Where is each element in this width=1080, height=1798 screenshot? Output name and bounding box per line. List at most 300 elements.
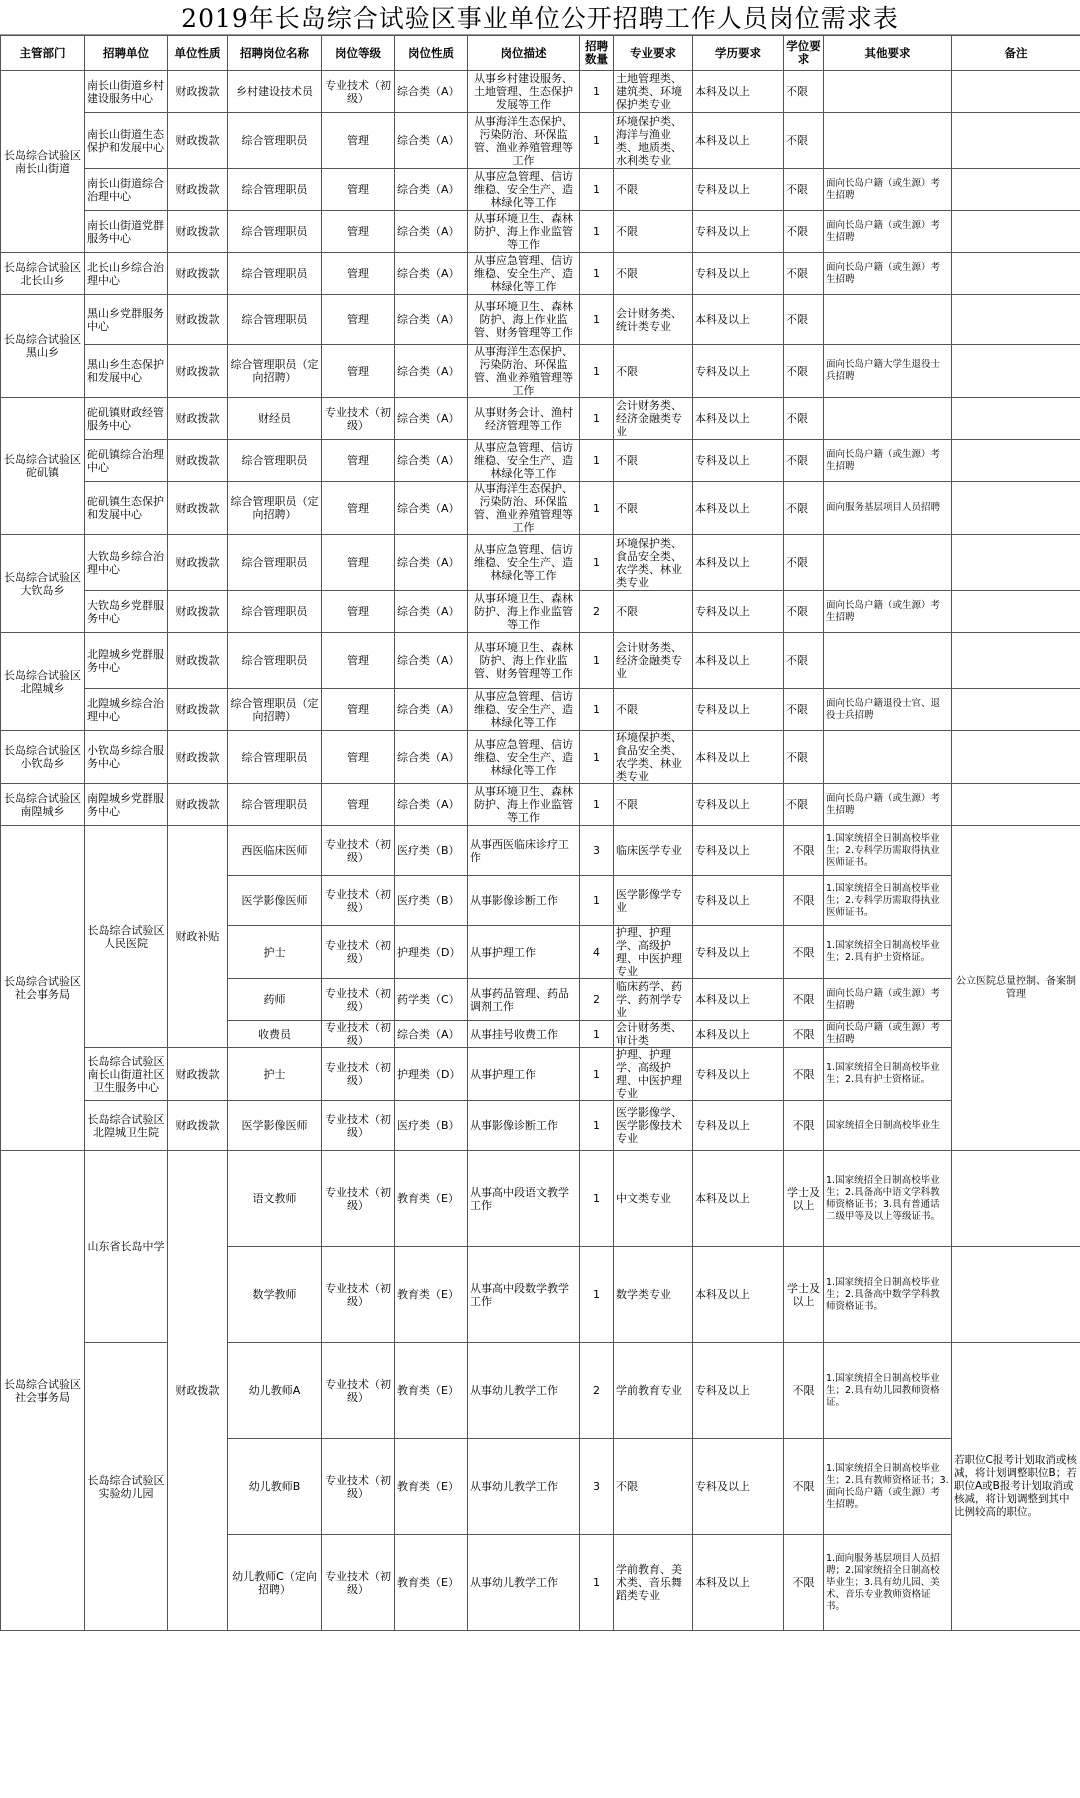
col-header: 招聘岗位名称 [228,36,322,71]
post-type-cell: 医疗类（B） [395,1101,468,1151]
table-row [1,169,1080,211]
col-header: 学位要求 [784,36,824,71]
degree-cell: 不限 [784,1439,824,1535]
post-type-cell: 综合类（A） [395,211,468,253]
other-requirements-cell: 1.国家统招全日制高校毕业生；2.具备高中语文学科教师资格证书；3.具有普通话二级甲等及以上等级证书。 [824,1151,952,1247]
headcount-cell: 1 [580,633,614,689]
degree-cell: 不限 [784,979,824,1021]
nature-cell: 财政拨款 [168,591,228,633]
education-cell: 本科及以上 [693,295,784,345]
post-level-cell: 专业技术（初级） [322,876,395,926]
recruitment-table [0,35,1080,1631]
post-name-cell: 财经员 [228,398,322,440]
post-description-cell: 从事幼儿教学工作 [468,1535,580,1631]
post-name-cell: 综合管理职员 [228,211,322,253]
post-type-cell: 教育类（E） [395,1343,468,1439]
education-cell: 本科及以上 [693,535,784,591]
department-cell: 长岛综合试验区砣矶镇 [1,398,85,535]
unit-cell: 南长山街道生态保护和发展中心 [85,113,168,169]
post-level-cell: 管理 [322,440,395,482]
nature-cell: 财政补贴 [168,826,228,1048]
post-name-cell: 综合管理职员 [228,784,322,826]
headcount-cell: 1 [580,482,614,535]
headcount-cell: 1 [580,1247,614,1343]
table-row [1,633,1080,689]
major-cell: 中文类专业 [614,1151,693,1247]
nature-cell: 财政拨款 [168,113,228,169]
post-level-cell: 管理 [322,253,395,295]
headcount-cell: 1 [580,1048,614,1101]
post-level-cell: 管理 [322,345,395,398]
degree-cell: 不限 [784,826,824,876]
other-requirements-cell [824,398,952,440]
education-cell: 专科及以上 [693,345,784,398]
post-description-cell: 从事挂号收费工作 [468,1021,580,1048]
post-description-cell: 从事财务会计、渔村经济管理等工作 [468,398,580,440]
degree-cell: 不限 [784,1021,824,1048]
education-cell: 本科及以上 [693,482,784,535]
headcount-cell: 1 [580,295,614,345]
table-row [1,253,1080,295]
post-level-cell: 专业技术（初级） [322,926,395,979]
post-description-cell: 从事西医临床诊疗工作 [468,826,580,876]
remarks-cell [952,784,1080,826]
post-name-cell: 综合管理职员（定向招聘） [228,482,322,535]
table-row [1,398,1080,440]
education-cell: 本科及以上 [693,1021,784,1048]
education-cell: 专科及以上 [693,253,784,295]
education-cell: 本科及以上 [693,979,784,1021]
remarks-cell [952,113,1080,169]
major-cell: 医学影像学、医学影像技术专业 [614,1101,693,1151]
unit-cell: 山东省长岛中学 [85,1151,168,1343]
post-level-cell: 管理 [322,784,395,826]
post-description-cell: 从事护理工作 [468,926,580,979]
degree-cell: 不限 [784,1535,824,1631]
header-row [1,36,1080,71]
post-description-cell: 从事幼儿教学工作 [468,1439,580,1535]
post-level-cell: 管理 [322,689,395,731]
unit-cell: 南隍城乡党群服务中心 [85,784,168,826]
post-description-cell: 从事幼儿教学工作 [468,1343,580,1439]
major-cell: 护理、护理学、高级护理、中医护理专业 [614,1048,693,1101]
remarks-cell [952,345,1080,398]
page-title: 2019年长岛综合试验区事业单位公开招聘工作人员岗位需求表 [0,0,1080,35]
post-name-cell: 综合管理职员 [228,731,322,784]
post-type-cell: 医疗类（B） [395,876,468,926]
post-level-cell: 专业技术（初级） [322,1021,395,1048]
education-cell: 本科及以上 [693,71,784,113]
post-name-cell: 药师 [228,979,322,1021]
education-cell: 专科及以上 [693,784,784,826]
col-header: 招聘单位 [85,36,168,71]
post-type-cell: 教育类（E） [395,1535,468,1631]
major-cell: 不限 [614,169,693,211]
col-header: 专业要求 [614,36,693,71]
degree-cell: 不限 [784,535,824,591]
major-cell: 土地管理类、建筑类、环境保护类专业 [614,71,693,113]
post-type-cell: 教育类（E） [395,1247,468,1343]
headcount-cell: 3 [580,1439,614,1535]
headcount-cell: 1 [580,345,614,398]
nature-cell: 财政拨款 [168,71,228,113]
degree-cell: 学士及以上 [784,1151,824,1247]
major-cell: 不限 [614,253,693,295]
other-requirements-cell [824,295,952,345]
education-cell: 本科及以上 [693,731,784,784]
post-description-cell: 从事乡村建设服务、土地管理、生态保护发展等工作 [468,71,580,113]
headcount-cell: 3 [580,826,614,876]
major-cell: 不限 [614,784,693,826]
education-cell: 专科及以上 [693,926,784,979]
post-name-cell: 综合管理职员 [228,169,322,211]
major-cell: 不限 [614,1439,693,1535]
nature-cell: 财政拨款 [168,689,228,731]
post-level-cell: 专业技术（初级） [322,1343,395,1439]
post-description-cell: 从事海洋生态保护、污染防治、环保监管、渔业养殖管理等工作 [468,482,580,535]
post-level-cell: 专业技术（初级） [322,826,395,876]
nature-cell: 财政拨款 [168,1101,228,1151]
other-requirements-cell: 1.国家统招全日制高校毕业生；2.具有教师资格证书；3.面向长岛户籍（或生源）考生招聘。 [824,1439,952,1535]
major-cell: 不限 [614,345,693,398]
degree-cell: 不限 [784,689,824,731]
education-cell: 专科及以上 [693,169,784,211]
major-cell: 学前教育、美术类、音乐舞蹈类专业 [614,1535,693,1631]
table-row [1,71,1080,113]
post-name-cell: 语文教师 [228,1151,322,1247]
post-type-cell: 医疗类（B） [395,826,468,876]
nature-cell: 财政拨款 [168,295,228,345]
unit-cell: 黑山乡党群服务中心 [85,295,168,345]
remarks-cell [952,1151,1080,1247]
other-requirements-cell: 1.国家统招全日制高校毕业生；2.具有护士资格证。 [824,926,952,979]
table-row [1,1048,1080,1101]
remarks-cell [952,169,1080,211]
other-requirements-cell: 面向服务基层项目人员招聘 [824,482,952,535]
major-cell: 不限 [614,211,693,253]
remarks-cell [952,482,1080,535]
post-name-cell: 护士 [228,1048,322,1101]
post-description-cell: 从事海洋生态保护、污染防治、环保监管、渔业养殖管理等工作 [468,345,580,398]
other-requirements-cell: 面向长岛户籍（或生源）考生招聘 [824,253,952,295]
education-cell: 专科及以上 [693,1048,784,1101]
table-row [1,1151,1080,1247]
post-type-cell: 综合类（A） [395,1021,468,1048]
degree-cell: 不限 [784,71,824,113]
post-name-cell: 综合管理职员 [228,253,322,295]
nature-cell: 财政拨款 [168,535,228,591]
table-row [1,826,1080,876]
degree-cell: 不限 [784,1101,824,1151]
post-name-cell: 护士 [228,926,322,979]
nature-cell: 财政拨款 [168,784,228,826]
post-description-cell: 从事环境卫生、森林防护、海上作业监管、财务管理等工作 [468,295,580,345]
department-cell: 长岛综合试验区北长山乡 [1,253,85,295]
post-description-cell: 从事高中段数学教学工作 [468,1247,580,1343]
post-name-cell: 幼儿教师A [228,1343,322,1439]
remarks-cell [952,1247,1080,1343]
unit-cell: 大钦岛乡综合治理中心 [85,535,168,591]
col-header: 岗位描述 [468,36,580,71]
post-level-cell: 专业技术（初级） [322,1101,395,1151]
post-type-cell: 教育类（E） [395,1439,468,1535]
major-cell: 护理、护理学、高级护理、中医护理专业 [614,926,693,979]
nature-cell: 财政拨款 [168,440,228,482]
major-cell: 会计财务类、统计类专业 [614,295,693,345]
degree-cell: 学士及以上 [784,1247,824,1343]
post-level-cell: 专业技术（初级） [322,71,395,113]
post-level-cell: 管理 [322,295,395,345]
degree-cell: 不限 [784,211,824,253]
post-type-cell: 护理类（D） [395,926,468,979]
headcount-cell: 1 [580,731,614,784]
col-header: 主管部门 [1,36,85,71]
table-row [1,482,1080,535]
headcount-cell: 1 [580,71,614,113]
headcount-cell: 1 [580,398,614,440]
nature-cell: 财政拨款 [168,211,228,253]
table-row [1,211,1080,253]
major-cell: 环境保护类、食品安全类、农学类、林业类专业 [614,535,693,591]
unit-cell: 大钦岛乡党群服务中心 [85,591,168,633]
department-cell: 长岛综合试验区南长山街道 [1,71,85,253]
post-name-cell: 乡村建设技术员 [228,71,322,113]
table-row [1,689,1080,731]
post-level-cell: 管理 [322,113,395,169]
other-requirements-cell: 面向长岛户籍（或生源）考生招聘 [824,440,952,482]
post-name-cell: 综合管理职员 [228,591,322,633]
col-header: 其他要求 [824,36,952,71]
other-requirements-cell [824,731,952,784]
education-cell: 专科及以上 [693,876,784,926]
major-cell: 数学类专业 [614,1247,693,1343]
nature-cell: 财政拨款 [168,1151,228,1631]
other-requirements-cell: 1.国家统招全日制高校毕业生；2.具备高中数学学科教师资格证书。 [824,1247,952,1343]
remarks-cell [952,731,1080,784]
degree-cell: 不限 [784,784,824,826]
other-requirements-cell: 面向长岛户籍（或生源）考生招聘 [824,979,952,1021]
post-type-cell: 综合类（A） [395,71,468,113]
nature-cell: 财政拨款 [168,1048,228,1101]
post-name-cell: 医学影像医师 [228,1101,322,1151]
other-requirements-cell: 面向长岛户籍（或生源）考生招聘 [824,211,952,253]
headcount-cell: 1 [580,1151,614,1247]
education-cell: 本科及以上 [693,1151,784,1247]
headcount-cell: 1 [580,784,614,826]
remarks-cell [952,633,1080,689]
other-requirements-cell: 1.国家统招全日制高校毕业生；2.专科学历需取得执业医师证书。 [824,826,952,876]
headcount-cell: 1 [580,113,614,169]
other-requirements-cell: 面向长岛户籍大学生退役士兵招聘 [824,345,952,398]
degree-cell: 不限 [784,113,824,169]
post-level-cell: 管理 [322,591,395,633]
post-description-cell: 从事环境卫生、森林防护、海上作业监管等工作 [468,591,580,633]
education-cell: 本科及以上 [693,1247,784,1343]
col-header: 岗位等级 [322,36,395,71]
degree-cell: 不限 [784,253,824,295]
post-name-cell: 收费员 [228,1021,322,1048]
degree-cell: 不限 [784,398,824,440]
nature-cell: 财政拨款 [168,253,228,295]
education-cell: 本科及以上 [693,633,784,689]
other-requirements-cell: 面向长岛户籍（或生源）考生招聘 [824,591,952,633]
table-row [1,295,1080,345]
table-row [1,345,1080,398]
post-type-cell: 综合类（A） [395,440,468,482]
major-cell: 会计财务类、审计类 [614,1021,693,1048]
major-cell: 学前教育专业 [614,1343,693,1439]
post-level-cell: 专业技术（初级） [322,1151,395,1247]
headcount-cell: 1 [580,211,614,253]
post-level-cell: 专业技术（初级） [322,1535,395,1631]
major-cell: 医学影像学专业 [614,876,693,926]
headcount-cell: 2 [580,591,614,633]
unit-cell: 黑山乡生态保护和发展中心 [85,345,168,398]
post-type-cell: 药学类（C） [395,979,468,1021]
remarks-cell [952,398,1080,440]
post-description-cell: 从事环境卫生、森林防护、海上作业监管、财务管理等工作 [468,633,580,689]
table-row [1,1343,1080,1439]
post-name-cell: 综合管理职员 [228,440,322,482]
unit-cell: 北长山乡综合治理中心 [85,253,168,295]
headcount-cell: 1 [580,253,614,295]
unit-cell: 南长山街道党群服务中心 [85,211,168,253]
post-type-cell: 综合类（A） [395,784,468,826]
other-requirements-cell: 面向长岛户籍（或生源）考生招聘 [824,1021,952,1048]
headcount-cell: 1 [580,876,614,926]
department-cell: 长岛综合试验区北隍城乡 [1,633,85,731]
unit-cell: 砣矶镇生态保护和发展中心 [85,482,168,535]
degree-cell: 不限 [784,1343,824,1439]
major-cell: 会计财务类、经济金融类专业 [614,633,693,689]
post-type-cell: 护理类（D） [395,1048,468,1101]
post-level-cell: 专业技术（初级） [322,1048,395,1101]
remarks-cell [952,71,1080,113]
post-description-cell: 从事应急管理、信访维稳、安全生产、造林绿化等工作 [468,535,580,591]
post-description-cell: 从事海洋生态保护、污染防治、环保监管、渔业养殖管理等工作 [468,113,580,169]
post-type-cell: 综合类（A） [395,398,468,440]
other-requirements-cell: 面向长岛户籍（或生源）考生招聘 [824,784,952,826]
degree-cell: 不限 [784,731,824,784]
post-description-cell: 从事应急管理、信访维稳、安全生产、造林绿化等工作 [468,169,580,211]
other-requirements-cell: 1.面向服务基层项目人员招聘；2.国家统招全日制高校毕业生；3.具有幼儿园、美术、音乐专业教师资格证书。 [824,1535,952,1631]
table-row [1,113,1080,169]
education-cell: 专科及以上 [693,1343,784,1439]
post-description-cell: 从事影像诊断工作 [468,1101,580,1151]
table-row [1,784,1080,826]
unit-cell: 长岛综合试验区南长山街道社区卫生服务中心 [85,1048,168,1101]
major-cell: 环境保护类、海洋与渔业类、地质类、水利类专业 [614,113,693,169]
education-cell: 专科及以上 [693,1101,784,1151]
education-cell: 专科及以上 [693,826,784,876]
remarks-cell [952,253,1080,295]
department-cell: 长岛综合试验区南隍城乡 [1,784,85,826]
remarks-cell [952,440,1080,482]
other-requirements-cell: 1.国家统招全日制高校毕业生；2.专科学历需取得执业医师证书。 [824,876,952,926]
post-type-cell: 综合类（A） [395,591,468,633]
remarks-cell: 公立医院总量控制、备案制管理 [952,826,1080,1151]
headcount-cell: 2 [580,1343,614,1439]
degree-cell: 不限 [784,440,824,482]
table-row [1,731,1080,784]
nature-cell: 财政拨款 [168,482,228,535]
degree-cell: 不限 [784,591,824,633]
other-requirements-cell: 国家统招全日制高校毕业生 [824,1101,952,1151]
post-level-cell: 管理 [322,211,395,253]
post-description-cell: 从事应急管理、信访维稳、安全生产、造林绿化等工作 [468,440,580,482]
major-cell: 不限 [614,689,693,731]
degree-cell: 不限 [784,345,824,398]
post-level-cell: 专业技术（初级） [322,979,395,1021]
table-row [1,1101,1080,1151]
post-description-cell: 从事高中段语文教学工作 [468,1151,580,1247]
headcount-cell: 1 [580,689,614,731]
post-description-cell: 从事应急管理、信访维稳、安全生产、造林绿化等工作 [468,731,580,784]
table-row [1,535,1080,591]
table-row [1,440,1080,482]
post-name-cell: 幼儿教师B [228,1439,322,1535]
remarks-cell [952,591,1080,633]
post-level-cell: 专业技术（初级） [322,398,395,440]
department-cell: 长岛综合试验区黑山乡 [1,295,85,398]
post-level-cell: 管理 [322,633,395,689]
post-level-cell: 管理 [322,482,395,535]
post-level-cell: 管理 [322,169,395,211]
col-header: 岗位性质 [395,36,468,71]
unit-cell: 小钦岛乡综合服务中心 [85,731,168,784]
headcount-cell: 1 [580,169,614,211]
post-description-cell: 从事应急管理、信访维稳、安全生产、造林绿化等工作 [468,689,580,731]
post-name-cell: 综合管理职员 [228,295,322,345]
education-cell: 专科及以上 [693,689,784,731]
other-requirements-cell: 面向长岛户籍退役士官、退役士兵招聘 [824,689,952,731]
post-description-cell: 从事护理工作 [468,1048,580,1101]
unit-cell: 砣矶镇综合治理中心 [85,440,168,482]
headcount-cell: 4 [580,926,614,979]
education-cell: 专科及以上 [693,1439,784,1535]
education-cell: 本科及以上 [693,1535,784,1631]
degree-cell: 不限 [784,295,824,345]
department-cell: 长岛综合试验区小钦岛乡 [1,731,85,784]
major-cell: 不限 [614,440,693,482]
other-requirements-cell [824,535,952,591]
major-cell: 环境保护类、食品安全类、农学类、林业类专业 [614,731,693,784]
remarks-cell: 若职位C报考计划取消或核减，将计划调整职位B；若职位A或B报考计划取消或核减，将计划调整到其中比例较高的职位。 [952,1343,1080,1631]
post-name-cell: 综合管理职员 [228,535,322,591]
nature-cell: 财政拨款 [168,398,228,440]
post-description-cell: 从事环境卫生、森林防护、海上作业监管等工作 [468,211,580,253]
headcount-cell: 1 [580,1535,614,1631]
degree-cell: 不限 [784,876,824,926]
post-name-cell: 综合管理职员 [228,633,322,689]
post-type-cell: 综合类（A） [395,633,468,689]
post-name-cell: 幼儿教师C（定向招聘） [228,1535,322,1631]
unit-cell: 南长山街道乡村建设服务中心 [85,71,168,113]
remarks-cell [952,295,1080,345]
post-description-cell: 从事影像诊断工作 [468,876,580,926]
post-type-cell: 综合类（A） [395,535,468,591]
post-type-cell: 综合类（A） [395,253,468,295]
unit-cell: 北隍城乡党群服务中心 [85,633,168,689]
unit-cell: 长岛综合试验区北隍城卫生院 [85,1101,168,1151]
major-cell: 会计财务类、经济金融类专业 [614,398,693,440]
post-name-cell: 医学影像医师 [228,876,322,926]
remarks-cell [952,689,1080,731]
education-cell: 本科及以上 [693,398,784,440]
post-description-cell: 从事药品管理、药品调剂工作 [468,979,580,1021]
major-cell: 不限 [614,482,693,535]
col-header: 学历要求 [693,36,784,71]
